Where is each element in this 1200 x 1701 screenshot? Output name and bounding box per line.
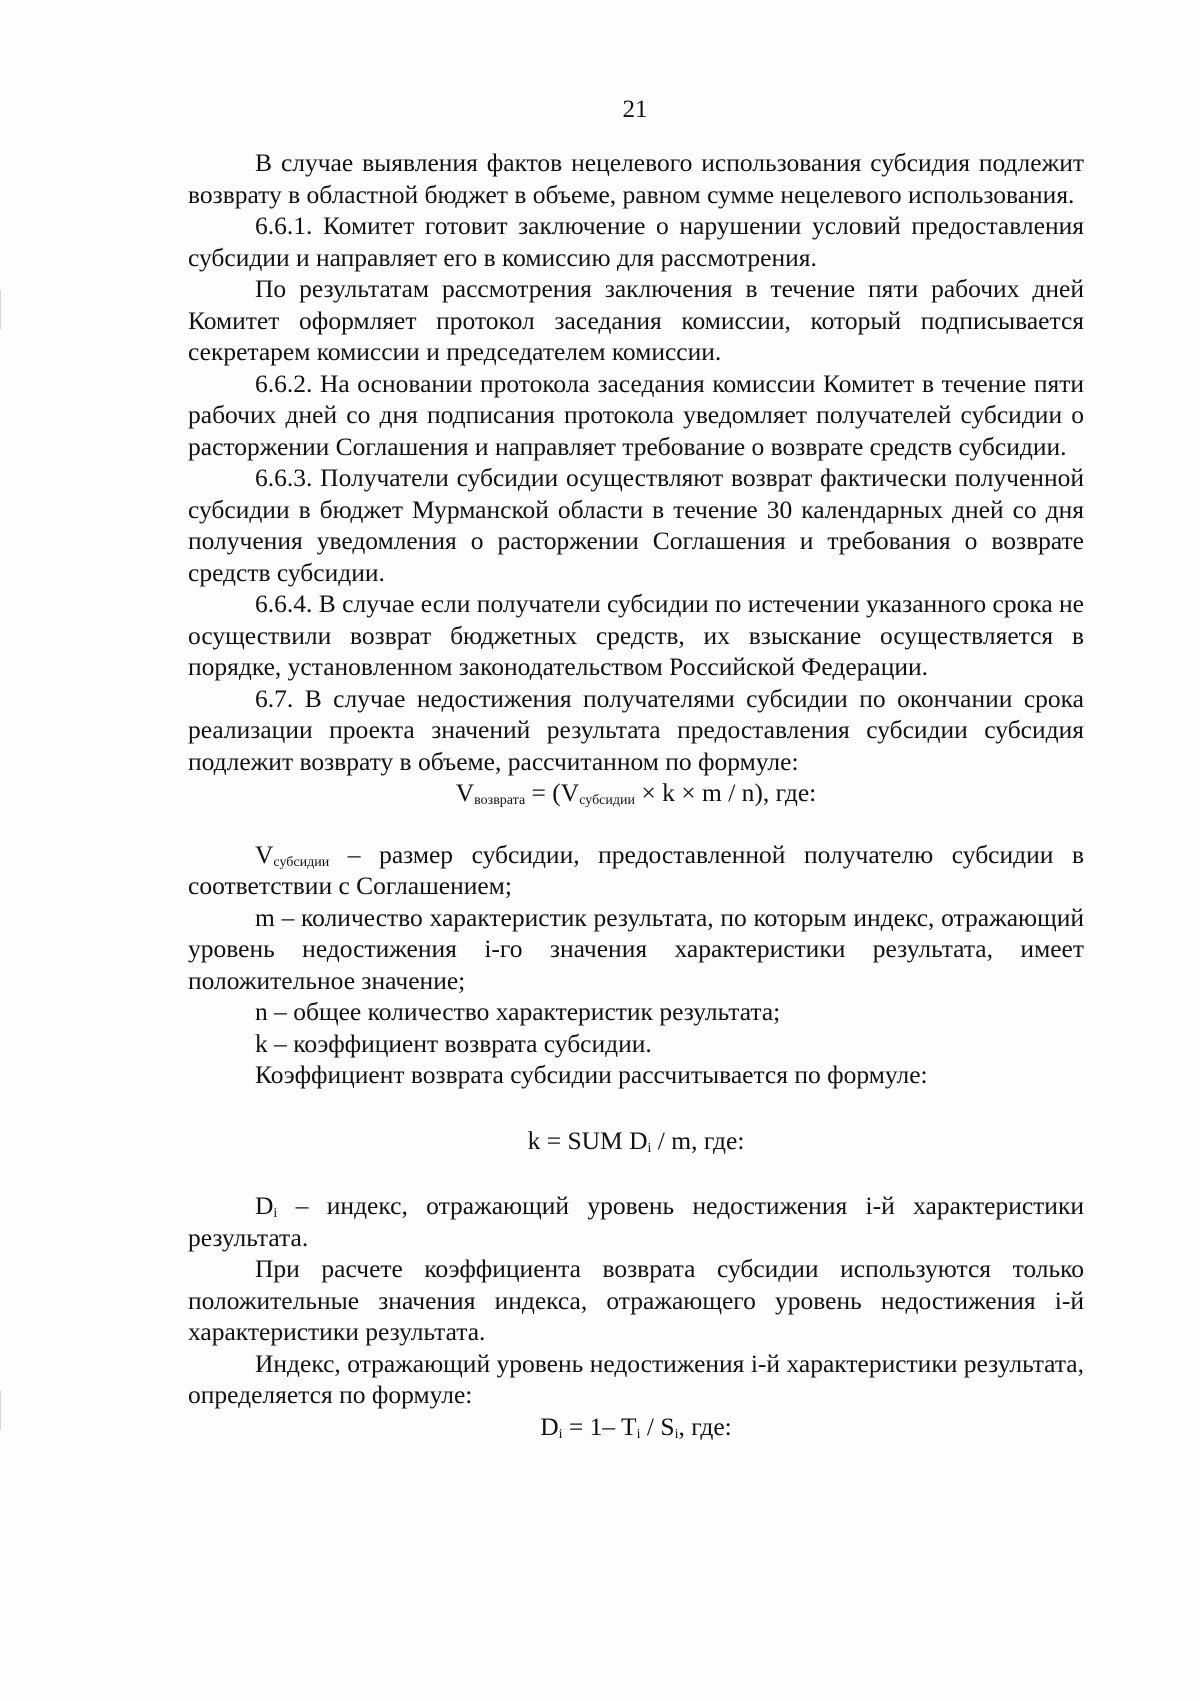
paragraph-6-6-3: 6.6.3. Получатели субсидии осуществляют возврат фактически полученной субсидии в бюджет Мурманской области в течение 30 календарных дней со дня получения уведомления о расторжении Соглашения и требования о возврате средств субсидии. [188,463,1084,587]
paragraph-index-intro: Индекс, отражающий уровень недостижения i-й характеристики результата, определяется по формуле: [188,1348,1084,1409]
spacer [188,1091,1084,1125]
scan-edge-mark [0,1390,1,1430]
definition-n: n – общее количество характеристик результата; [255,997,781,1026]
paragraph-6-7: 6.7. В случае недостижения получателями субсидии по окончании срока реализации проекта значений результата предоставления субсидии субсидия подлежит возврату в объеме, рассчитанном по формуле: [188,683,1084,776]
spacer [188,1156,1084,1190]
document-body [188,147,1084,1442]
definition-d-index: $D_i$ – индекс, отражающий уровень недостижения i-й характеристики результата. [188,1191,1084,1252]
formula-return-volume: $V_{возврата} = (V_{субсидии} \times k \times m / n)$, где: [455,778,817,808]
paragraph-misuse-return: В случае выявления фактов нецелевого использования субсидия подлежит возврату в областной бюджет в объеме, равном сумме нецелевого использования. [188,148,1084,209]
paragraph-6-6-2: 6.6.2. На основании протокола заседания комиссии Комитет в течение пяти рабочих дней со дня подписания протокола уведомляет получателей субсидии о расторжении Соглашения и направляет требование о возврате средств субсидии. [188,368,1084,461]
coefficient-intro: Коэффициент возврата субсидии рассчитывается по формуле: [255,1060,928,1089]
definition-m: m – количество характеристик результата, по которым индекс, отражающий уровень недостижения i-го значения характеристики результата, имеет положительное значение; [188,902,1084,995]
paragraph-6-6-1: 6.6.1. Комитет готовит заключение о нарушении условий предоставления субсидии и направляет его в комиссию для рассмотрения. [188,211,1084,272]
scan-edge-mark [0,290,1,330]
spacer [188,809,1084,839]
paragraph-6-6-4: 6.6.4. В случае если получатели субсидии по истечении указанного срока не осуществили возврат бюджетных средств, их взыскание осуществляется в порядке, установленном законодательством Российской Федерации. [188,589,1084,681]
definition-v-subsidy: $V_{субсидии}$ – размер субсидии, предоставленной получателю субсидии в соответствии с Соглашением; [188,839,1084,900]
formula-index-d: $D_i = 1-$ $T_i / S_i$, где: [540,1411,732,1442]
definition-k: k – коэффициент возврата субсидии. [255,1028,652,1058]
page-number: 21 [622,96,648,123]
paragraph-protocol: По результатам рассмотрения заключения в течение пяти рабочих дней Комитет оформляет протокол заседания комиссии, который подписывается секретарем комиссии и председателем комиссии. [188,274,1084,366]
paragraph-positive-values: При расчете коэффициента возврата субсидии используются только положительные значения индекса, отражающего уровень недостижения i-й характеристики результата. [188,1254,1084,1346]
formula-coefficient-k: k = SUM $D_i$ / m, где: [527,1125,745,1156]
